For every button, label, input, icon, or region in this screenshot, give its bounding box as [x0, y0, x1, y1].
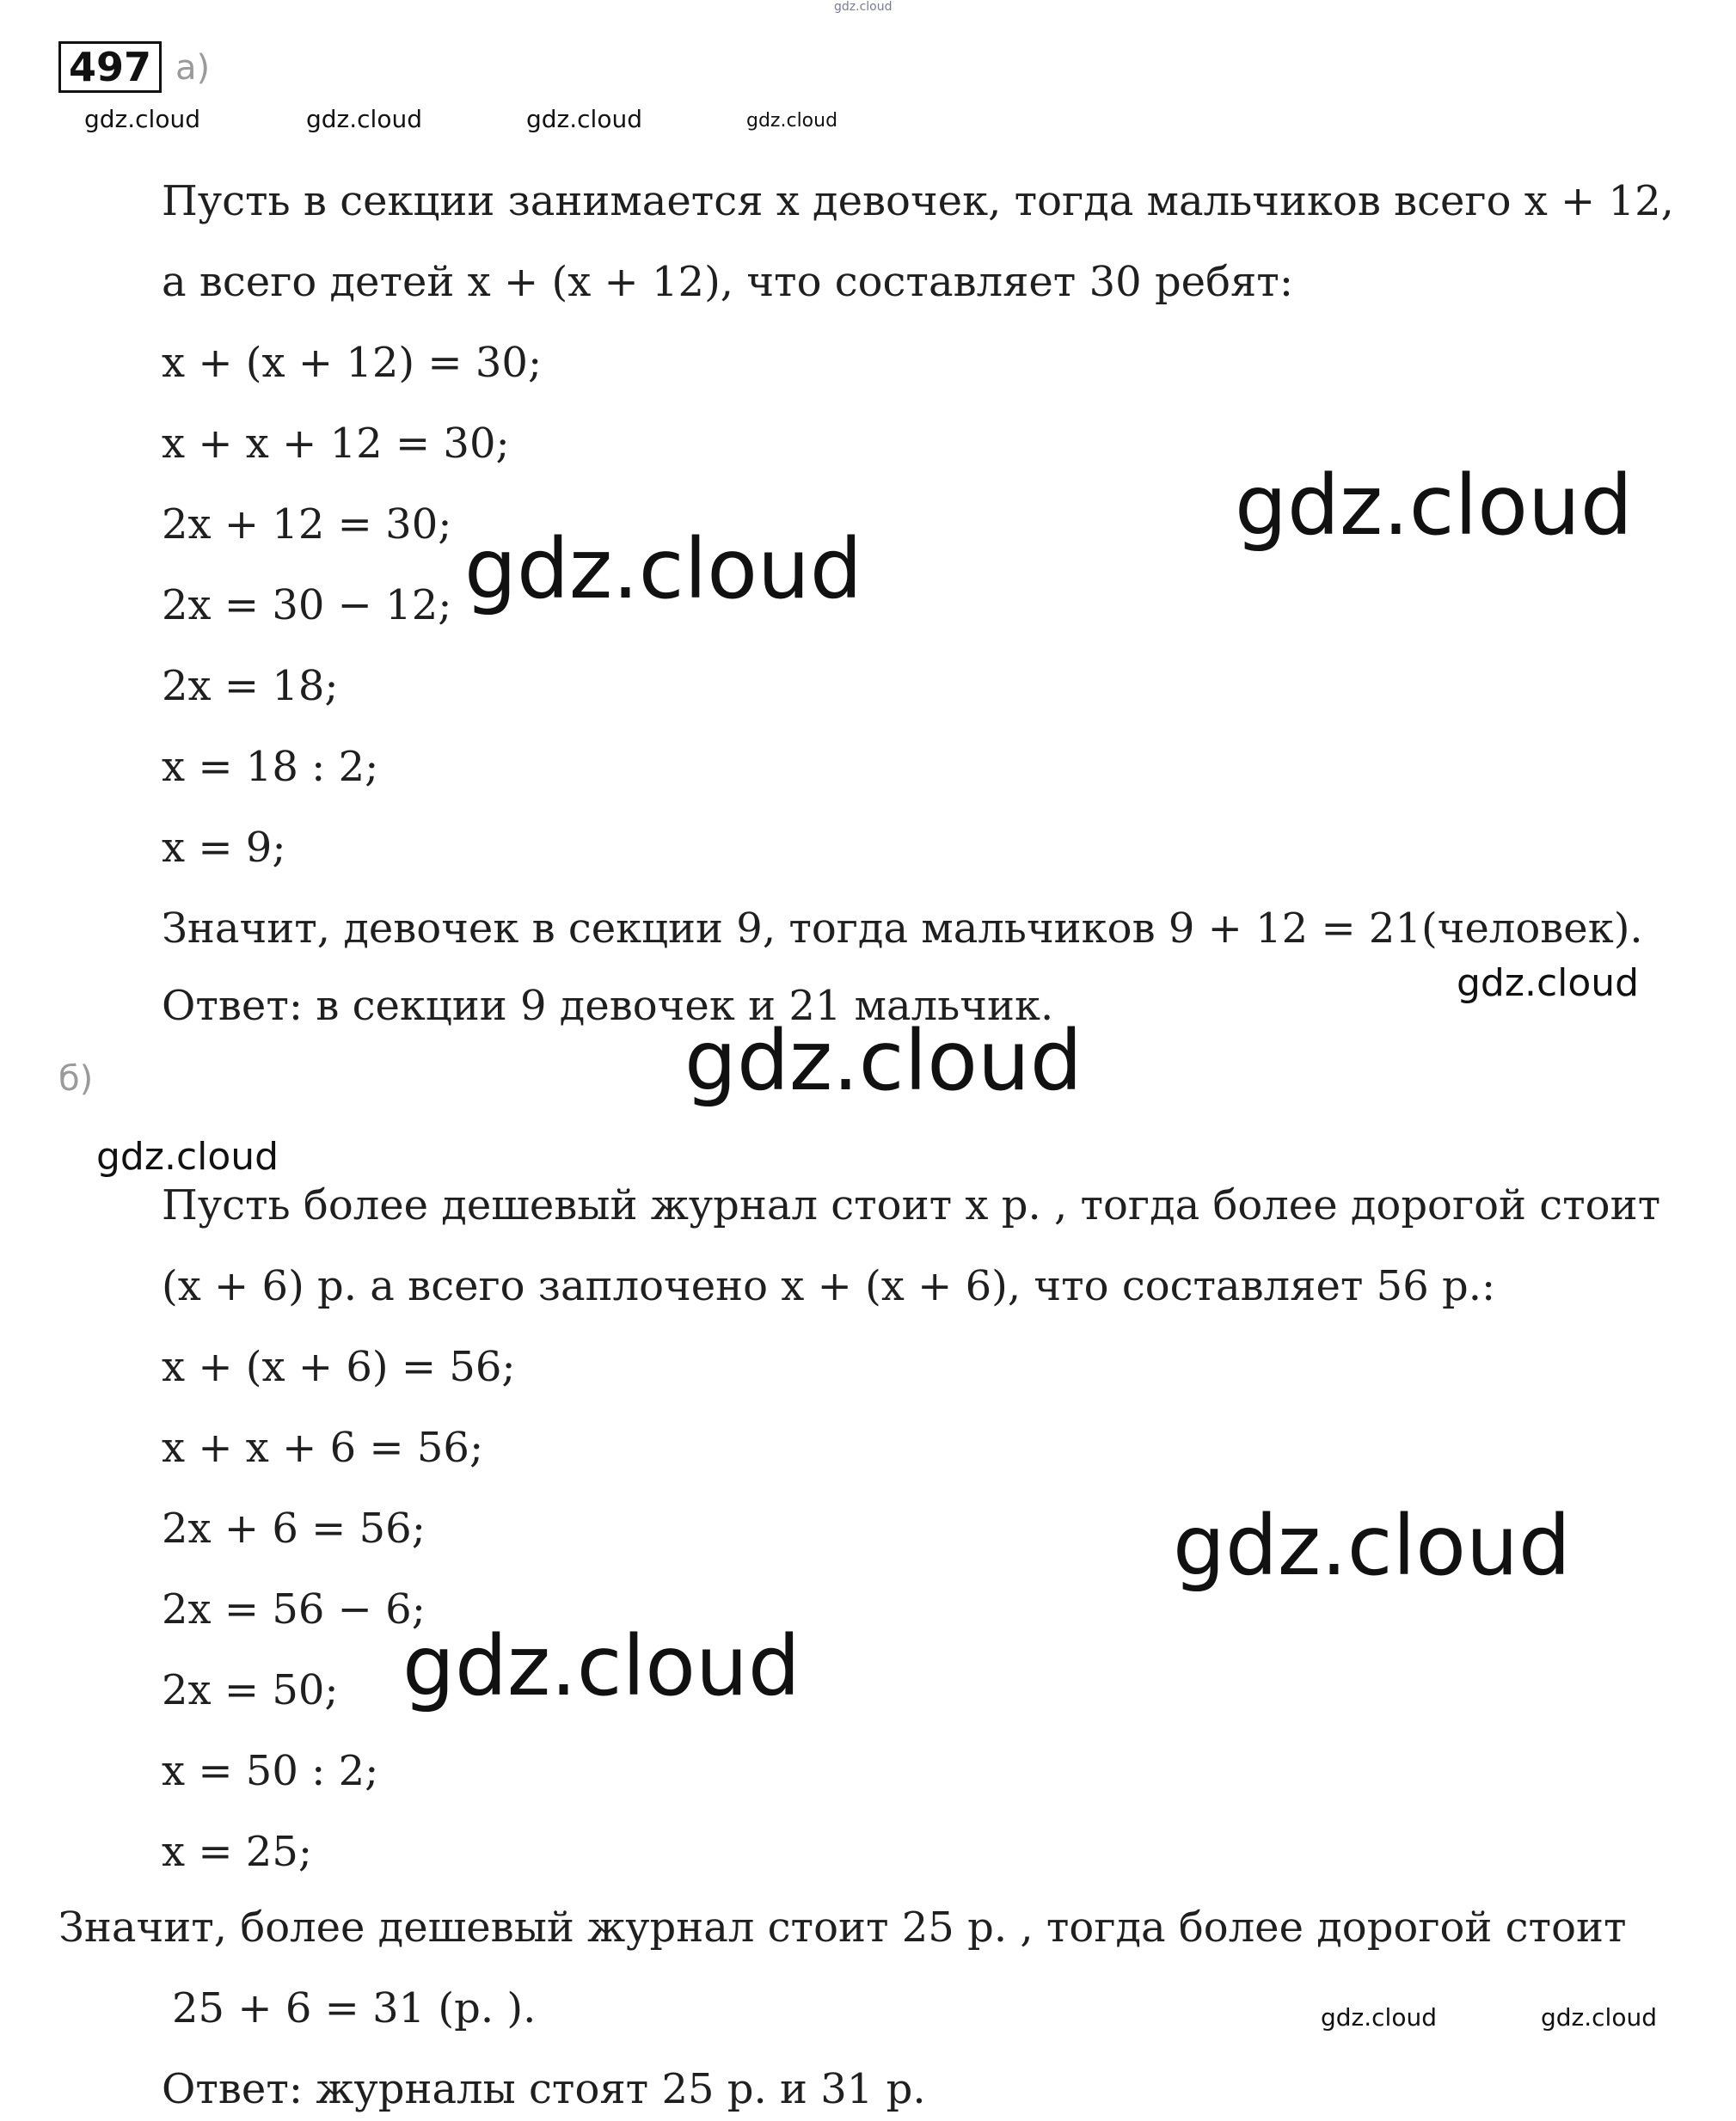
problem-number: 497: [58, 41, 162, 93]
equation-line: x + x + 12 = 30;: [162, 420, 510, 468]
equation-line: 2x = 30 − 12;: [162, 581, 452, 629]
equation-line: x + (x + 6) = 56;: [162, 1343, 516, 1391]
solution-line: Пусть более дешевый журнал стоит x р. , тогда более дорогой стоит: [162, 1181, 1661, 1229]
equation-line: x = 50 : 2;: [162, 1747, 379, 1795]
equation-line: x = 25;: [162, 1828, 313, 1876]
watermark: gdz.cloud: [1173, 1498, 1571, 1594]
equation-line: 2x = 18;: [162, 662, 339, 710]
watermark: gdz.cloud: [96, 1135, 279, 1179]
watermark: gdz.cloud: [306, 105, 422, 133]
watermark: gdz.cloud: [1235, 457, 1633, 554]
equation-line: 2x + 12 = 30;: [162, 500, 452, 549]
conclusion-line: Значит, девочек в секции 9, тогда мальчиков 9 + 12 = 21(человек).: [162, 904, 1643, 953]
watermark: gdz.cloud: [746, 110, 838, 132]
answer-line: Ответ: журналы стоят 25 р. и 31 р.: [162, 2065, 926, 2113]
watermark: gdz.cloud: [684, 1013, 1083, 1109]
equation-line: 2x + 6 = 56;: [162, 1505, 426, 1553]
watermark: gdz.cloud: [526, 105, 642, 133]
watermark: gdz.cloud: [1457, 961, 1640, 1005]
part-a-label: а): [175, 48, 211, 88]
answer-line: Ответ: в секции 9 девочек и 21 мальчик.: [162, 982, 1054, 1030]
equation-line: x + (x + 12) = 30;: [162, 339, 543, 387]
watermark: gdz.cloud: [84, 105, 200, 133]
solution-line: Пусть в секции занимается x девочек, тогда мальчиков всего x + 12,: [162, 177, 1674, 225]
part-b-label: б): [58, 1059, 94, 1099]
solution-line: а всего детей x + (x + 12), что составляет 30 ребят:: [162, 258, 1293, 306]
watermark: gdz.cloud: [1321, 2003, 1437, 2032]
watermark: gdz.cloud: [834, 0, 893, 14]
equation-line: x + x + 6 = 56;: [162, 1424, 484, 1472]
equation-line: x = 9;: [162, 824, 286, 872]
result-line: 25 + 6 = 31 (р. ).: [172, 1984, 537, 2032]
watermark: gdz.cloud: [464, 521, 862, 617]
conclusion-line: Значит, более дешевый журнал стоит 25 р. , тогда более дорогой стоит: [58, 1903, 1627, 1952]
solution-line: (x + 6) р. а всего заплочено x + (x + 6), что составляет 56 р.:: [162, 1262, 1496, 1310]
equation-line: x = 18 : 2;: [162, 743, 379, 791]
watermark: gdz.cloud: [1541, 2003, 1657, 2032]
equation-line: 2x = 50;: [162, 1666, 339, 1714]
equation-line: 2x = 56 − 6;: [162, 1585, 426, 1634]
watermark: gdz.cloud: [402, 1618, 801, 1714]
